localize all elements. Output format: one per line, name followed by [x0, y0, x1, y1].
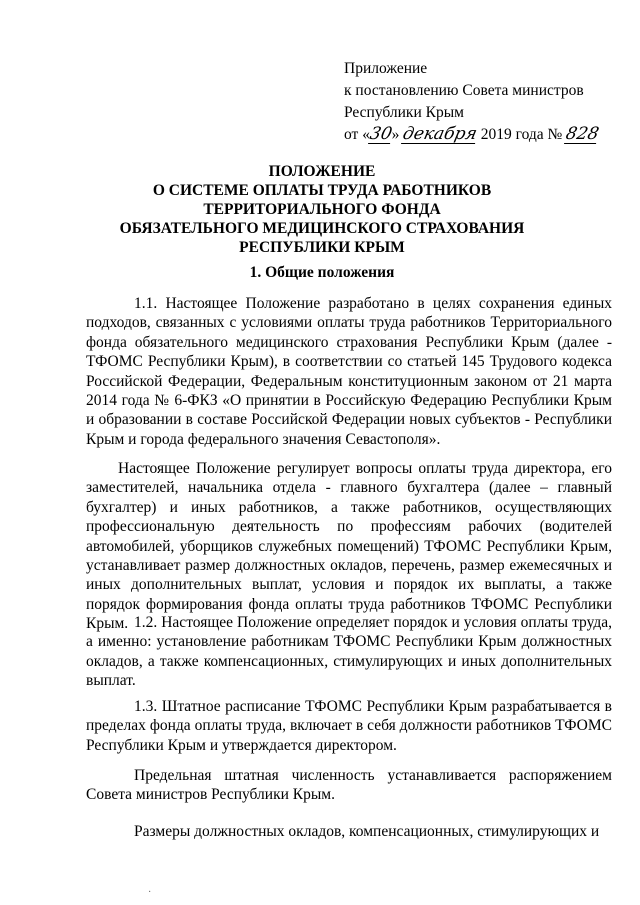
date-month-handwritten: декабря [401, 124, 480, 144]
paragraph-1-3b [86, 766, 612, 805]
paragraph-1-3b-text: Предельная штатная численность устанавливается распоряжением Совета министров Республики Крым. [86, 767, 612, 804]
appendix-date-line: от «30» декабря 2019 года № 828 [344, 124, 601, 144]
paragraph-1-1-text: 1.1. Настоящее Положение разработано в целях сохранения единых подходов, связанных с условиями оплаты труда работников Территориального фонда обязательного медицинского страхования Республики Крым (далее - ТФОМС Республики Крым), в соответствии со статьей 145 Трудового кодекса Российской Федерации, Федеральным конституционным законом от 21 марта 2014 года № 6-ФКЗ «О принятии в Российскую Федерацию Республики Крым и образовании в составе Российской Федерации новых субъектов - Республики Крым и города федерального значения Севастополя». [86, 295, 612, 448]
paragraph-1-1b [86, 459, 612, 634]
document-title [62, 162, 582, 257]
paragraph-1-2-text: 1.2. Настоящее Положение определяет порядок и условия оплаты труда, а именно: установление работникам ТФОМС Республики Крым должностных окладов, а также компенсационных, стимулирующих и иных дополнительных выплат. [86, 614, 612, 690]
appendix-line-1: Приложение [344, 60, 428, 77]
title-line-2: О СИСТЕМЕ ОПЛАТЫ ТРУДА РАБОТНИКОВ [152, 182, 492, 199]
date-prefix: от « [344, 126, 370, 143]
paragraph-1-3 [86, 697, 612, 755]
date-day-handwritten: 30 [367, 124, 394, 144]
title-line-5: РЕСПУБЛИКИ КРЫМ [239, 239, 405, 256]
scan-speck: · [148, 887, 152, 898]
paragraph-1-2 [86, 613, 612, 691]
section-heading: 1. Общие положения [249, 264, 395, 281]
date-mid: 2019 года № [480, 126, 563, 143]
paragraph-1-1b-text: Настоящее Положение регулирует вопросы оплаты труда директора, его заместителей, начальника отдела - главного бухгалтера (далее – главный бухгалтер) и иных работников, а также работников, осуществляющих профессиональную деятельность по профессиям рабочих (водителей автомобилей, уборщиков служебных помещений) ТФОМС Республики Крым, устанавливает размер должностных окладов, перечень, размер ежемесячных и иных дополнительных выплат, условия и порядок их выплаты, а также порядок формирования фонда оплаты труда работников ТФОМС Республики Крым. [86, 460, 612, 633]
decree-number-handwritten: 828 [564, 124, 601, 144]
paragraph-1-3-text: 1.3. Штатное расписание ТФОМС Республики Крым разрабатывается в пределах фонда оплаты труда, включает в себя должности работников ТФОМС Республики Крым и утверждается директором. [86, 698, 612, 754]
paragraph-1-3c-text: Размеры должностных окладов, компенсационных, стимулирующих и [134, 823, 600, 840]
paragraph-1-1 [86, 294, 612, 449]
appendix-line-2: к постановлению Совета министров [344, 82, 584, 99]
title-line-3: ТЕРРИТОРИАЛЬНОГО ФОНДА [203, 201, 441, 218]
appendix-line-3: Республики Крым [344, 104, 464, 121]
title-line-1: ПОЛОЖЕНИЕ [268, 163, 376, 180]
title-line-4: ОБЯЗАТЕЛЬНОГО МЕДИЦИНСКОГО СТРАХОВАНИЯ [119, 220, 525, 237]
appendix-block [344, 58, 634, 146]
paragraph-1-3c [86, 822, 612, 841]
